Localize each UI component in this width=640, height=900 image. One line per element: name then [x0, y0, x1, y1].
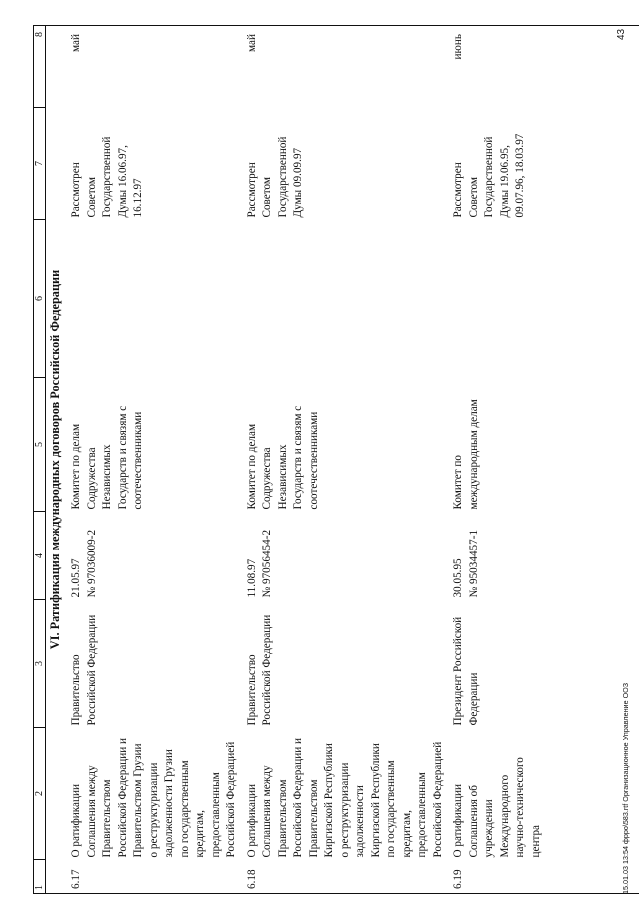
- status-line: Рассмотрен: [70, 162, 82, 218]
- bill-title-line: задолженности: [354, 785, 366, 858]
- status-line: Советом: [261, 177, 273, 218]
- column-number: 2: [34, 728, 46, 860]
- row-number-cell: [240, 860, 447, 894]
- initiator-cell: [64, 600, 240, 728]
- column-number-row: [34, 26, 46, 894]
- section-title: VI. Ратификация международных договоров Российской Федерации: [46, 26, 65, 894]
- bill-title-line: Правительством Грузии: [132, 743, 144, 858]
- initiator-line: Российской Федерации: [261, 614, 273, 726]
- row-number-cell: [446, 860, 639, 894]
- column-number: 5: [34, 378, 46, 512]
- bill-title-line: О ратификации: [245, 784, 258, 858]
- committee-line: Комитет по: [452, 455, 464, 510]
- row-number: 6.18: [245, 869, 258, 889]
- status-line: Советом: [467, 177, 480, 218]
- row-number-cell: [64, 860, 240, 894]
- bill-title-line: задолженности Грузии: [163, 749, 175, 858]
- footer-text: 15.01.03 13:54 фрро\583.rtf Организационное Управление ООЗ: [621, 682, 630, 894]
- committee-line: соотечественниками: [132, 411, 144, 510]
- column-number: 7: [34, 108, 46, 220]
- legislation-table: [33, 25, 639, 894]
- bill-title-line: о реструктуризации: [338, 762, 351, 858]
- initiator-line: Правительство: [70, 654, 82, 726]
- status-line: Думы 16.06.97,: [116, 145, 129, 218]
- registration-line: № 97036009-2: [85, 529, 98, 598]
- committee-line: Независимых: [276, 444, 289, 510]
- bill-title-line: Соглашения об: [467, 785, 480, 858]
- month-cell: [64, 26, 240, 108]
- bill-title-line: Российской Федерацией: [225, 741, 237, 858]
- status-cell: [240, 108, 447, 220]
- status-line: Рассмотрен: [245, 162, 258, 218]
- column-number: 1: [34, 860, 46, 894]
- bill-title-line: центра: [529, 824, 542, 858]
- month: май: [245, 34, 258, 52]
- bill-title-line: О ратификации: [70, 784, 82, 858]
- column-6-cell-cell: [240, 220, 447, 378]
- committee-cell: [240, 378, 447, 512]
- bill-title-line: Правительством: [307, 779, 320, 858]
- column-number: 4: [34, 512, 46, 600]
- bill-title-line: кредитам,: [194, 810, 206, 858]
- status-line: Государственной: [483, 136, 495, 218]
- committee-line: международным делам: [467, 399, 480, 510]
- registration-line: № 97056454-2: [261, 529, 273, 598]
- bill-title-cell: [446, 728, 639, 860]
- column-number: 8: [34, 26, 46, 108]
- table-row: [240, 26, 447, 894]
- status-cell: [64, 108, 240, 220]
- bill-title-line: Международного: [498, 774, 511, 858]
- registration-line: 30.05.95: [452, 558, 464, 598]
- bill-title-line: о реструктуризации: [147, 762, 160, 858]
- status-line: 16.12.97: [132, 178, 144, 218]
- committee-line: Комитет по делам: [245, 423, 258, 510]
- committee-line: Государств и связям с: [116, 405, 129, 510]
- initiator-line: Президент Российской: [452, 616, 464, 726]
- registration-line: 11.08.97: [245, 558, 258, 598]
- status-line: Государственной: [101, 136, 113, 218]
- row-number: 6.17: [70, 869, 82, 889]
- registration-line: № 95034457-1: [467, 529, 480, 598]
- registration-cell: [64, 512, 240, 600]
- bill-title-line: по государственным: [178, 760, 191, 858]
- committee-line: Содружества: [85, 447, 98, 510]
- column-6-cell-cell: [446, 220, 639, 378]
- initiator-cell: [240, 600, 447, 728]
- bill-title-line: Соглашения между: [85, 765, 98, 858]
- initiator-cell: [446, 600, 639, 728]
- status-cell: [446, 108, 639, 220]
- bill-title-line: Российской Федерации и: [292, 737, 304, 858]
- bill-title-line: предоставленным: [209, 772, 222, 858]
- section-header-row: [46, 26, 65, 894]
- status-line: Рассмотрен: [452, 162, 464, 218]
- committee-cell: [446, 378, 639, 512]
- initiator-line: Правительство: [245, 654, 258, 726]
- status-line: Думы 19.06.95,: [498, 145, 511, 218]
- page-number: 43: [616, 28, 627, 40]
- month: май: [70, 34, 82, 52]
- registration-cell: [446, 512, 639, 600]
- bill-title-line: кредитам,: [400, 810, 413, 858]
- bill-title-line: учреждении: [483, 799, 495, 858]
- month: июнь: [452, 34, 464, 60]
- bill-title-line: Соглашения между: [261, 765, 273, 858]
- column-number: 6: [34, 220, 46, 378]
- status-line: 09.07.96, 18.03.97: [514, 133, 526, 218]
- committee-line: Комитет по делам: [70, 423, 82, 510]
- committee-line: Содружества: [261, 447, 273, 510]
- bill-title-cell: [64, 728, 240, 860]
- column-6-cell-cell: [64, 220, 240, 378]
- initiator-line: Российской Федерации: [85, 614, 98, 726]
- bill-title-line: по государственным: [385, 760, 397, 858]
- registration-line: 21.05.97: [70, 558, 82, 598]
- bill-title-line: Правительством: [276, 779, 289, 858]
- bill-title-line: предоставленным: [416, 772, 428, 858]
- column-number: 3: [34, 600, 46, 728]
- registration-cell: [240, 512, 447, 600]
- committee-line: Государств и связям с: [292, 405, 304, 510]
- bill-title-cell: [240, 728, 447, 860]
- row-number: 6.19: [452, 869, 464, 889]
- bill-title-line: Киргизской Республики: [323, 743, 335, 858]
- bill-title-line: Российской Федерации и: [116, 737, 129, 858]
- month-cell: [446, 26, 639, 108]
- status-line: Государственной: [276, 136, 289, 218]
- committee-line: Независимых: [101, 444, 113, 510]
- table-row: [446, 26, 639, 894]
- status-line: Советом: [85, 177, 98, 218]
- committee-line: соотечественниками: [307, 411, 320, 510]
- bill-title-line: О ратификации: [452, 784, 464, 858]
- committee-cell: [64, 378, 240, 512]
- initiator-line: Федерации: [467, 672, 480, 726]
- bill-title-line: Правительством: [101, 779, 113, 858]
- table-row: [64, 26, 240, 894]
- bill-title-line: Киргизской Республики: [369, 743, 382, 858]
- status-line: Думы 09.09.97: [292, 147, 304, 218]
- bill-title-line: Российской Федерацией: [431, 741, 444, 858]
- month-cell: [240, 26, 447, 108]
- bill-title-line: научно-технического: [514, 757, 526, 858]
